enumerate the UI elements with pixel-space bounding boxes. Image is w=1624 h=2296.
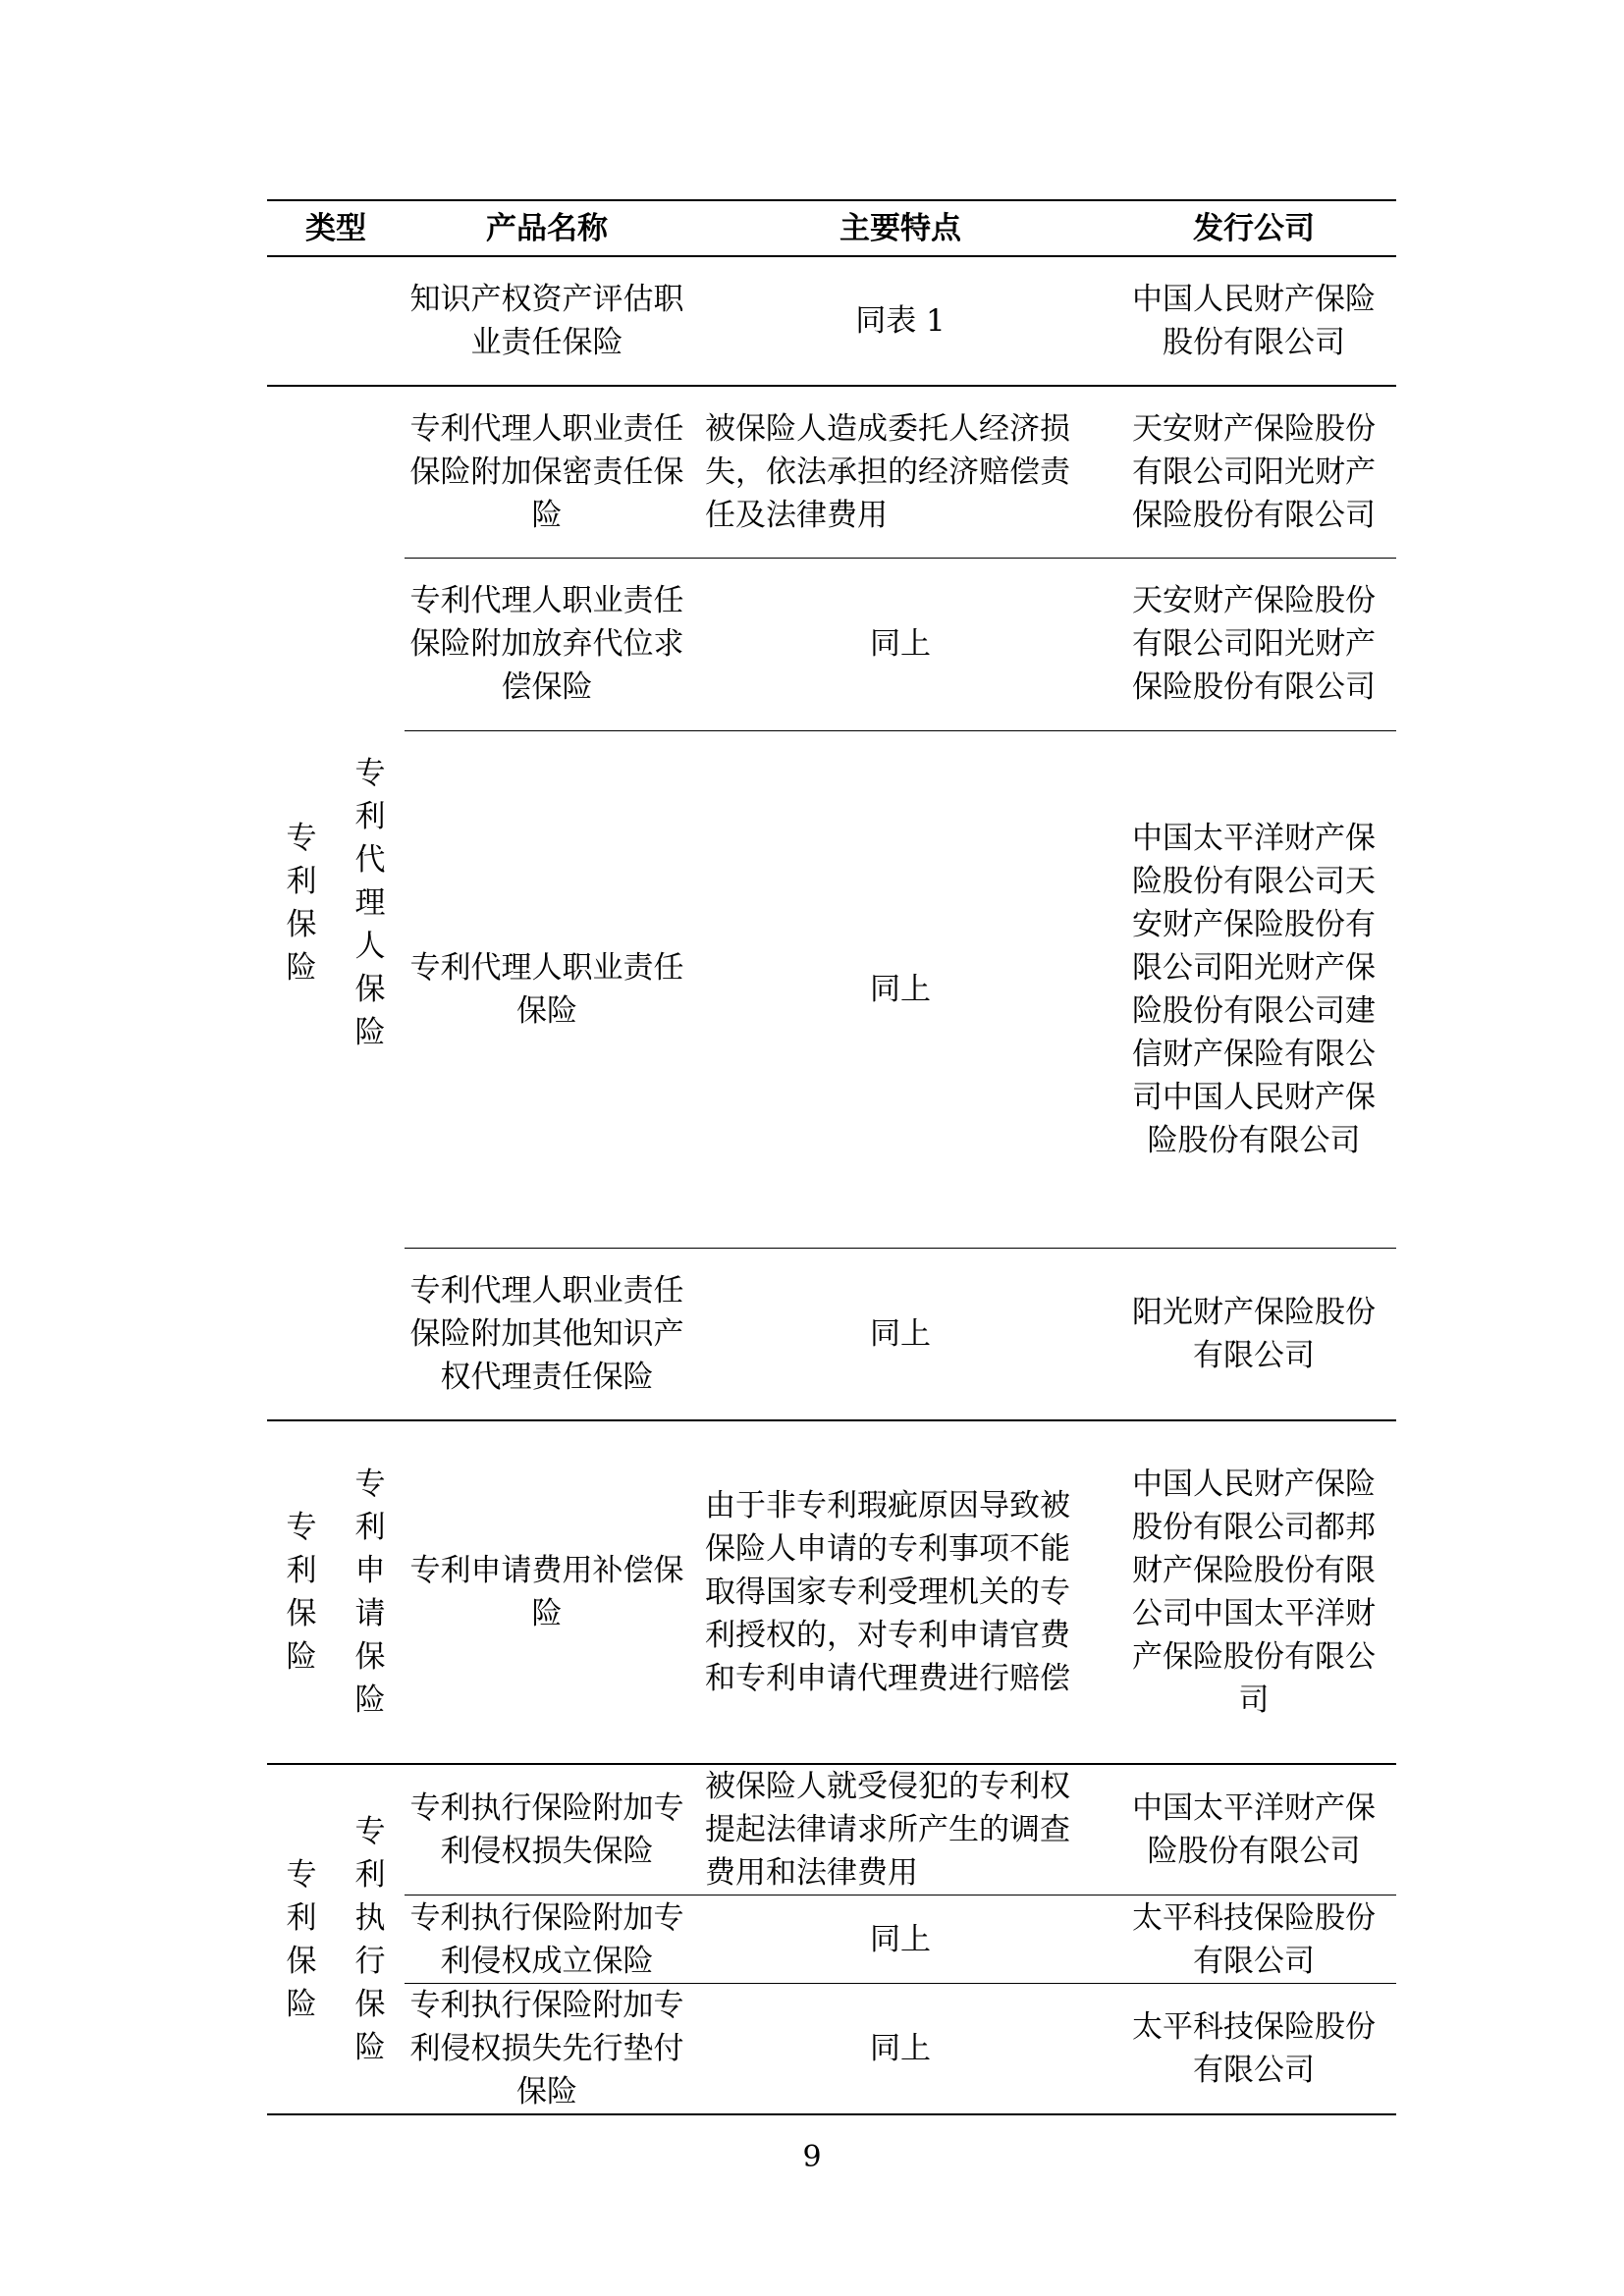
company-cell: 中国人民财产保险股份有限公司 — [1132, 282, 1376, 360]
type-cell-empty — [267, 256, 405, 386]
feature-cell: 同上 — [689, 1248, 1111, 1420]
company-cell: 中国太平洋财产保险股份有限公司天安财产保险股份有限公司阳光财产保险股份有限公司建信财产保险有限公司中国人民财产保险股份有限公司 — [1111, 730, 1396, 1248]
insurance-products-table — [267, 199, 1396, 2115]
product-name-cell: 专利代理人职业责任保险 — [405, 730, 689, 1248]
feature-cell: 同上 — [689, 1984, 1111, 2115]
subtype-cell: 专利申请保险 — [336, 1420, 405, 1764]
company-cell: 中国人民财产保险股份有限公司都邦财产保险股份有限公司中国太平洋财产保险股份有限公司 — [1111, 1420, 1396, 1764]
header-issuing-company: 发行公司 — [1111, 200, 1396, 256]
type-cell: 专利保险 — [267, 1764, 336, 2114]
table-row — [267, 1896, 1396, 1984]
table-row — [267, 1764, 1396, 1896]
table-row — [267, 1984, 1396, 2115]
table-row — [267, 558, 1396, 730]
company-cell: 天安财产保险股份有限公司阳光财产保险股份有限公司 — [1111, 558, 1396, 730]
feature-cell: 同上 — [689, 730, 1111, 1248]
company-cell: 中国太平洋财产保险股份有限公司 — [1111, 1764, 1396, 1896]
feature-cell: 被保险人造成委托人经济损失，依法承担的经济赔偿责任及法律费用 — [689, 386, 1111, 558]
subtype-cell: 专利执行保险 — [336, 1764, 405, 2114]
table-row — [267, 386, 1396, 558]
header-type: 类型 — [267, 200, 405, 256]
table-row — [267, 256, 1396, 386]
product-name-cell: 专利代理人职业责任保险附加放弃代位求偿保险 — [405, 558, 689, 730]
feature-cell: 由于非专利瑕疵原因导致被保险人申请的专利事项不能取得国家专利受理机关的专利授权的，对专利申请官费和专利申请代理费进行赔偿 — [689, 1420, 1111, 1764]
company-cell: 天安财产保险股份有限公司阳光财产保险股份有限公司 — [1111, 386, 1396, 558]
company-cell: 太平科技保险股份有限公司 — [1111, 1896, 1396, 1984]
product-name-cell: 专利执行保险附加专利侵权损失先行垫付保险 — [405, 1984, 689, 2115]
page-number: 9 — [802, 2140, 822, 2174]
product-name-cell: 专利代理人职业责任保险附加其他知识产权代理责任保险 — [405, 1248, 689, 1420]
header-main-features: 主要特点 — [689, 200, 1111, 256]
type-cell: 专利保险 — [267, 1420, 336, 1764]
feature-cell: 同上 — [689, 1896, 1111, 1984]
product-name-cell: 知识产权资产评估职业责任保险 — [409, 282, 684, 360]
feature-cell: 被保险人就受侵犯的专利权提起法律请求所产生的调查费用和法律费用 — [689, 1764, 1111, 1896]
company-cell: 阳光财产保险股份有限公司 — [1111, 1248, 1396, 1420]
header-product-name: 产品名称 — [405, 200, 689, 256]
feature-cell: 同上 — [689, 558, 1111, 730]
type-cell: 专利保险 — [267, 386, 336, 1420]
table-row — [267, 730, 1396, 1248]
company-cell: 太平科技保险股份有限公司 — [1111, 1984, 1396, 2115]
feature-cell: 同表 1 — [855, 303, 946, 339]
product-name-cell: 专利申请费用补偿保险 — [405, 1420, 689, 1764]
subtype-cell: 专利代理人保险 — [336, 386, 405, 1420]
header-row — [267, 200, 1396, 256]
product-name-cell: 专利执行保险附加专利侵权损失保险 — [405, 1764, 689, 1896]
table-row — [267, 1420, 1396, 1764]
product-name-cell: 专利执行保险附加专利侵权成立保险 — [405, 1896, 689, 1984]
product-name-cell: 专利代理人职业责任保险附加保密责任保险 — [405, 386, 689, 558]
table-row — [267, 1248, 1396, 1420]
